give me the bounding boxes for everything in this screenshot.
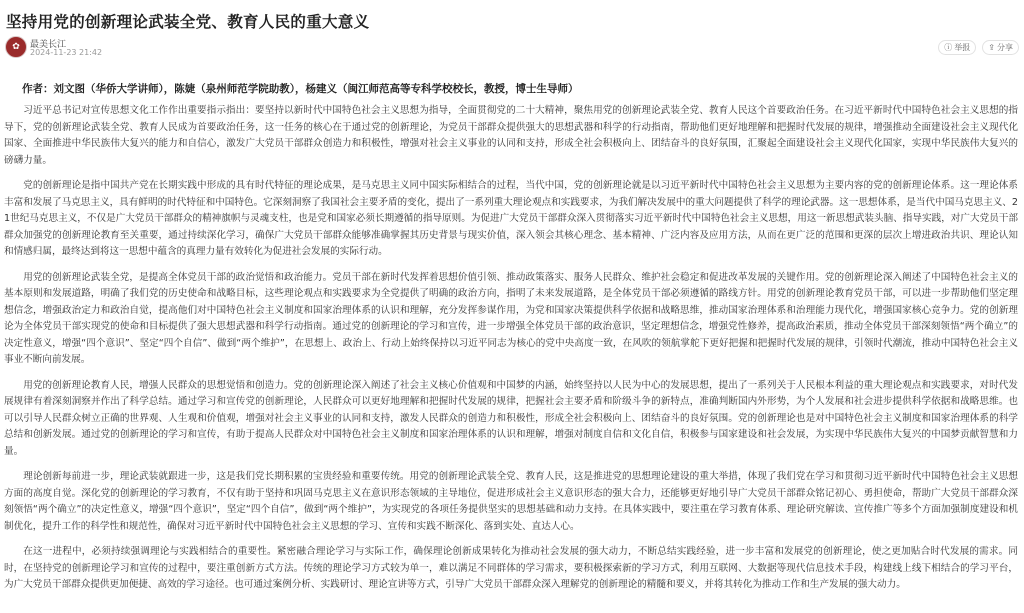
paragraph: 党的创新理论是指中国共产党在长期实践中形成的具有时代特征的理论成果，是马克思主义同中国实际相结合的过程，当代中国，党的创新理论就是以习近平新时代中国特色社会主义思想为主要内容的党的创新理论体系。这一理论体系丰富和发展了马克思主义，具有鲜明的时代特征和中国特色。它深刻洞察了我国社会主要矛盾的变化，提出了一系列重大理论观点和实践要求，为我们解决发展中的重大问题提供了科学的理论武器。这一思想体系，是当代中国马克思主义、21世纪马克思主义，不仅是广大党员干部群众的精神旗帜与灵魂支柱，也是党和国家必须长期遵循的指导原则。为促进广大党员干部群众深入贯彻落实习近平新时代中国特色社会主义思想，用这一新思想武装头脑、指导实践，对广大党员干部群众加强党的创新理论教育至关重要，通过持续深化学习，确保广大党员干部群众能够准确掌握其历史背景与现实价值，深入领会其核心理念、基本精神、广泛内容及应用方法，从而在更广泛的范围和更深的层次上增进政治共识、理论认知和情感归属，最终达到将这一思想中蕴含的真理力量有效转化为促进社会发展的实际行动。 bbox=[4, 180, 1018, 257]
article-body bbox=[4, 103, 1018, 603]
article-authors: 作者：刘文图（华侨大学讲师），陈婕（泉州师范学院助教），杨建义（闽江师范高等专科学校校长，教授，博士生导师） bbox=[22, 83, 579, 95]
article-meta bbox=[5, 36, 1019, 60]
article-title: 坚持用党的创新理论武装全党、教育人民的重大意义 bbox=[6, 13, 370, 31]
paragraph: 理论创新每前进一步，理论武装就跟进一步，这是我们党长期积累的宝贵经验和重要传统。用党的创新理论武装全党、教育人民，这是推进党的思想理论建设的重大举措，体现了我们党在学习和贯彻习近平新时代中国特色社会主义思想方面的高度自觉。深化党的创新理论的学习教育，不仅有助于坚持和巩固马克思主义在意识形态领域的主导地位，促进形成社会主义意识形态的强大合力，还能够更好地引导广大党员干部群众铭记初心、勇担使命，帮助广大党员干部群众深刻领悟“两个确立”的决定性意义，增强“四个意识”，坚定“四个自信”，做到“两个维护”，为实现党的各项任务提供坚实的思想基础和动力支持。在具体实践中，要注重在学习教育体系、理论研究解读、宣传推广等多个方面加强制度建设和机制优化，提升工作的科学性和规范性，确保对习近平新时代中国特色社会主义思想的学习、宣传和实践不断深化、落到实处、直达人心。 bbox=[4, 471, 1018, 532]
source-name[interactable]: 最美长江 bbox=[30, 40, 67, 50]
source-avatar[interactable] bbox=[5, 36, 27, 58]
article-actions bbox=[938, 40, 1019, 55]
report-button[interactable] bbox=[938, 40, 976, 55]
avatar-emblem-icon: ✿ bbox=[12, 42, 20, 52]
warning-circle-icon: ⓘ bbox=[944, 42, 953, 52]
paragraph: 在这一进程中，必须持续强调理论与实践相结合的重要性。紧密融合理论学习与实际工作，确保理论创新成果转化为推动社会发展的强大动力，不断总结实践经验，进一步丰富和发展党的创新理论，使之更加贴合时代发展的需求。同时，在坚持党的创新理论学习和宣传的过程中，要注重创新方式方法。传统的理论学习方式较为单一，难以满足不同群体的学习需求，要积极探索新的学习方式，利用互联网、大数据等现代信息技术手段，构建线上线下相结合的学习平台，为广大党员干部群众提供更加便捷、高效的学习途径。也可通过案例分析、实践研讨、理论宣讲等方式，引导广大党员干部群众深入理解党的创新理论的精髓和要义，并将其转化为推动工作和生产发展的强大动力。 bbox=[4, 546, 1018, 590]
report-label: 举报 bbox=[954, 43, 971, 52]
paragraph: 习近平总书记对宣传思想文化工作作出重要指示指出：要坚持以新时代中国特色社会主义思想为指导，全面贯彻党的二十大精神，聚焦用党的创新理论武装全党、教育人民这个首要政治任务。在习近平新时代中国特色社会主义思想的指导下，党的创新理论武装全党、教育人民成为首要政治任务，这一任务的核心在于通过党的创新理论，为党员干部群众提供强大的思想武器和科学的行动指南，帮助他们更好地理解和把握时代发展的规律，增强推动全面建设社会主义现代化国家、全面推进中华民族伟大复兴的能力和自信心，激发广大党员干部群众创造力和积极性，增强对社会主义事业的认同和支持，形成全社会积极向上、团结奋斗的良好氛围，汇聚起全面建设社会主义现代化国家，实现中华民族伟大复兴的磅礴力量。 bbox=[4, 105, 1018, 166]
paragraph: 用党的创新理论教育人民，增强人民群众的思想觉悟和创造力。党的创新理论深入阐述了社会主义核心价值观和中国梦的内涵，始终坚持以人民为中心的发展思想，提出了一系列关于人民根本利益的重大理论观点和实践要求，对时代发展规律有着深刻洞察并作出了科学总结。通过学习和宣传党的创新理论，人民群众可以更好地理解和把握时代发展的规律，把握社会主要矛盾和阶级斗争的新特点，准确判断国内外形势，为个人发展和社会进步提供科学依据和战略思维。也可以引导人民群众树立正确的世界观、人生观和价值观，增强对社会主义事业的认同和支持，激发人民群众的创造力和积极性，形成全社会积极向上、团结奋斗的良好氛围。党的创新理论也是对中国特色社会主义制度和国家治理体系的科学总结和创新发展。通过党的创新理论的学习和宣传，有助于提高人民群众对中国特色社会主义制度和国家治理体系的认识和理解，增强对制度自信和文化自信，积极参与国家建设和社会发展，为实现中华民族伟大复兴的中国梦贡献智慧和力量。 bbox=[4, 379, 1018, 457]
paragraph: 用党的创新理论武装全党，是提高全体党员干部的政治觉悟和政治能力。党员干部在新时代发挥着思想价值引领、推动政策落实、服务人民群众、维护社会稳定和促进改革发展的关键作用。党的创新理论深入阐述了中国特色社会主义的基本原则和发展道路，明确了我们党的历史使命和战略目标，这些理论观点和实践要求为全党提供了明确的政治方向，指明了未来发展道路，是全体党员干部必须遵循的路线方针。用党的创新理论教育党员干部，可以进一步帮助他们坚定理想信念，增强政治定力和政治自觉，提高他们对中国特色社会主义制度和国家治理体系的认识和理解，充分发挥参谋作用，为党和国家决策提供科学依据和战略思维，推动国家治理体系和治理能力现代化，增强国家核心竞争力。党的创新理论为全体党员干部实现党的使命和目标提供了强大思想武器和科学行动指南。通过党的创新理论的学习和宣传，进一步增强全体党员干部的政治意识，坚定理想信念，增强党性修养，提高政治素质，推动全体党员干部深刻领悟“两个确立”的决定性意义，增强“四个意识”、坚定“四个自信”、做到“两个维护”，在思想上、政治上、行动上始终保持以习近平同志为核心的党中央高度一致，在风吹的领航掌舵下更好把握和把握时代发展的规律，引领时代潮流，推动中国特色社会主义事业不断向前发展。 bbox=[4, 271, 1018, 365]
share-icon: ⇪ bbox=[988, 42, 995, 52]
publish-time: 2024-11-23 21:42 bbox=[30, 48, 103, 57]
share-label: 分享 bbox=[997, 43, 1013, 52]
share-button[interactable] bbox=[982, 40, 1019, 55]
